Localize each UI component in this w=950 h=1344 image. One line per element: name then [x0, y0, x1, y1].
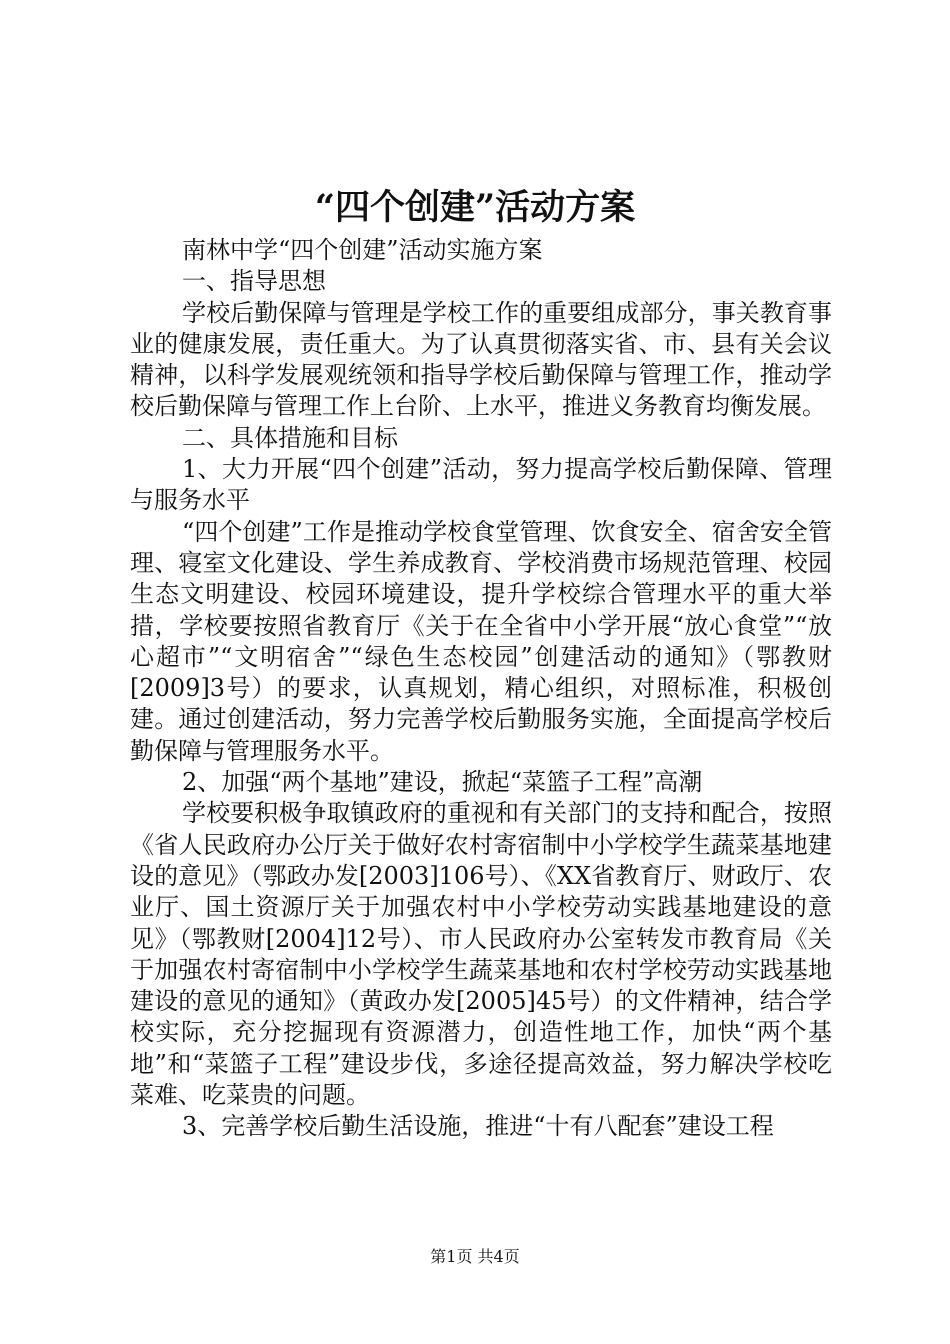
- paragraph: 学校要积极争取镇政府的重视和有关部门的支持和配合，按照《省人民政府办公厅关于做好农村寄宿制中小学校学生蔬菜基地建设的意见》（鄂政办发[2003]106号）、《XX省教育厅、财政厅、农业厅、国土资源厅关于加强农村中小学校劳动实践基地建设的意见》（鄂教财[2004]12号）、市人民政府办公室转发市教育局《关于加强农村寄宿制中小学校学生蔬菜基地和农村学校劳动实践基地建设的意见的通知》（黄政办发[2005]45号）的文件精神，结合学校实际，充分挖掘现有资源潜力，创造性地工作，加快“两个基地”和“菜篮子工程”建设步伐，多途径提高效益，努力解决学校吃菜难、吃菜贵的问题。: [130, 799, 832, 1110]
- section-heading-2: 二、具体措施和目标: [182, 423, 398, 452]
- paragraph: 学校后勤保障与管理是学校工作的重要组成部分，事关教育事业的健康发展，责任重大。为了认真贯彻落实省、市、县有关会议精神，以科学发展观统领和指导学校后勤保障与管理工作，推动学校后勤保障与管理工作上台阶、上水平，推进义务教育均衡发展。: [130, 298, 832, 421]
- subsection-heading-2: 2、加强“两个基地”建设，掀起“菜篮子工程”高潮: [182, 768, 703, 797]
- subsection-heading-3: 3、完善学校后勤生活设施，推进“十有八配套”建设工程: [182, 1112, 774, 1141]
- section-heading-1: 一、指导思想: [182, 267, 326, 296]
- page-footer: 第1页 共4页: [430, 1247, 520, 1266]
- document-title: “四个创建”活动方案: [314, 187, 636, 228]
- subtitle-line: 南林中学“四个创建”活动实施方案: [182, 236, 543, 264]
- document-body: [130, 235, 832, 1143]
- subsection-heading-1: 1、大力开展“四个创建”活动，努力提高学校后勤保障、管理与服务水平: [130, 455, 832, 515]
- paragraph: “四个创建”工作是推动学校食堂管理、饮食安全、宿舍安全管理、寝室文化建设、学生养成教育、学校消费市场规范管理、校园生态文明建设、校园环境建设，提升学校综合管理水平的重大举措，学校要按照省教育厅《关于在全省中小学开展“放心食堂”“放心超市”“文明宿舍”“绿色生态校园”创建活动的通知》（鄂教财[2009]3号）的要求，认真规划，精心组织，对照标准，积极创建。通过创建活动，努力完善学校后勤服务实施，全面提高学校后勤保障与管理服务水平。: [130, 517, 832, 765]
